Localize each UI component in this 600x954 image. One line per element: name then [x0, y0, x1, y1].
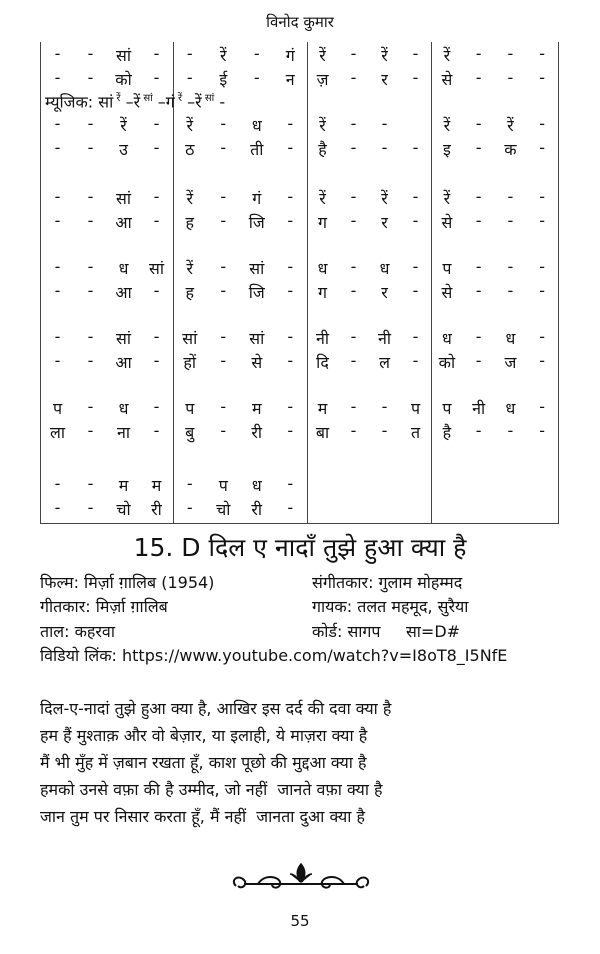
note: - — [54, 187, 61, 206]
note: नी — [472, 399, 486, 418]
syllable: है — [318, 140, 327, 159]
syllable: री — [251, 500, 263, 519]
note: म — [251, 399, 262, 418]
note: सां — [249, 329, 265, 348]
note: - — [54, 114, 61, 133]
syllable: - — [287, 498, 294, 517]
note: - — [381, 114, 388, 133]
note: गं — [285, 46, 295, 65]
syllable: - — [350, 138, 357, 157]
note: ध — [379, 259, 390, 278]
note: ध — [118, 399, 129, 418]
lyricist-info: गीतकार: मिर्ज़ा ग़ालिब — [40, 597, 168, 616]
lyric-line: दिल-ए-नादां तुझे हुआ क्या है, आखिर इस दर्द की दवा क्या है — [40, 699, 392, 718]
syllable: त — [410, 423, 421, 442]
syllable: - — [54, 138, 61, 157]
syllable: - — [87, 138, 94, 157]
syllable: - — [186, 68, 193, 87]
music-note: –गं — [152, 92, 175, 112]
note: - — [287, 114, 294, 133]
syllable: से — [441, 283, 453, 302]
syllable: - — [220, 138, 227, 157]
note: - — [87, 44, 94, 63]
note: रें — [219, 46, 227, 65]
syllable: इ — [442, 140, 451, 159]
note: - — [54, 474, 61, 493]
syllable: है — [442, 423, 452, 442]
note: - — [507, 44, 514, 63]
lyrics-row — [41, 421, 558, 443]
syllable: ग — [317, 283, 327, 302]
syllable: - — [475, 138, 482, 157]
note: रें — [186, 189, 194, 208]
syllable: न — [285, 70, 295, 89]
note: - — [412, 257, 419, 276]
note: - — [253, 44, 260, 63]
syllable: र — [381, 70, 388, 89]
note: - — [350, 397, 357, 416]
page-number: 55 — [290, 912, 310, 930]
note: - — [220, 187, 227, 206]
syllable: - — [220, 421, 227, 440]
note: - — [220, 327, 227, 346]
note: - — [153, 114, 160, 133]
syllable: - — [220, 351, 227, 370]
page-header-author: विनोद कुमार — [266, 13, 334, 31]
ornament-divider-icon — [228, 862, 374, 898]
note: सां — [249, 259, 265, 278]
note: रें — [319, 46, 326, 65]
syllable: - — [507, 68, 514, 87]
lyrics-row — [41, 351, 558, 373]
note: रें — [319, 189, 326, 208]
note: - — [153, 44, 160, 63]
note: - — [220, 397, 227, 416]
syllable: ह — [185, 213, 194, 232]
note: सां — [149, 259, 164, 278]
note: रें — [186, 259, 194, 278]
syllable: ह — [185, 283, 194, 302]
syllable: - — [350, 68, 357, 87]
syllable: - — [539, 211, 546, 230]
music-note: रें — [113, 93, 121, 104]
notes-row — [41, 397, 558, 419]
syllable: को — [438, 353, 456, 372]
note: - — [87, 257, 94, 276]
syllable: - — [253, 68, 260, 87]
note: - — [186, 474, 193, 493]
syllable: उ — [119, 140, 128, 159]
note: - — [381, 397, 388, 416]
syllable: - — [87, 351, 94, 370]
notes-row — [41, 257, 558, 279]
syllable: चो — [116, 500, 131, 519]
syllable: - — [475, 281, 482, 300]
syllable: - — [507, 211, 514, 230]
note: - — [87, 114, 94, 133]
note: - — [87, 187, 94, 206]
syllable: - — [153, 351, 160, 370]
note: - — [153, 187, 160, 206]
note: - — [412, 44, 419, 63]
lyric-line: हमको उनसे वफ़ा की है उम्मीद, जो नहीं जानते वफ़ा क्या है — [40, 780, 383, 799]
lyrics-row — [41, 498, 558, 520]
syllable: - — [475, 421, 482, 440]
note: - — [350, 327, 357, 346]
note: प — [442, 259, 452, 278]
syllable: से — [441, 70, 453, 89]
syllable: - — [412, 281, 419, 300]
syllable: - — [287, 211, 294, 230]
notes-row — [41, 44, 558, 66]
syllable: हों — [183, 353, 197, 372]
lyrics-row — [41, 138, 558, 160]
note: - — [539, 397, 546, 416]
syllable: से — [441, 213, 453, 232]
syllable: र — [381, 283, 388, 302]
note: - — [539, 114, 546, 133]
syllable: ती — [250, 140, 264, 159]
note: - — [220, 257, 227, 276]
syllable: - — [54, 211, 61, 230]
note: - — [54, 44, 61, 63]
syllable: ई — [219, 70, 228, 89]
note: - — [186, 44, 193, 63]
song-title: 15. D दिल ए नादाँ तुझे हुआ क्या है — [133, 533, 467, 562]
syllable: - — [507, 421, 514, 440]
syllable: - — [350, 211, 357, 230]
syllable: र — [381, 213, 388, 232]
syllable: - — [54, 351, 61, 370]
note: रें — [381, 189, 388, 208]
syllable: - — [539, 421, 546, 440]
syllable: जि — [248, 283, 265, 302]
syllable: - — [475, 211, 482, 230]
note: सां — [116, 329, 131, 348]
note: - — [507, 257, 514, 276]
lyrics-row — [41, 211, 558, 233]
syllable: बु — [185, 423, 195, 442]
composer-info: संगीतकार: गुलाम मोहम्मद — [312, 573, 463, 592]
note: प — [410, 399, 421, 418]
syllable: ठ — [185, 140, 195, 159]
syllable: - — [54, 68, 61, 87]
video-link[interactable]: विडियो लिंक: https://www.youtube.com/watch?v=I8oT8_I5NfE — [40, 646, 508, 665]
syllable: - — [350, 281, 357, 300]
syllable: क — [504, 140, 517, 159]
note: - — [54, 257, 61, 276]
syllable: ग — [317, 213, 327, 232]
syllable: - — [412, 351, 419, 370]
syllable: को — [115, 70, 132, 89]
syllable: ल — [379, 353, 390, 372]
note: - — [539, 44, 546, 63]
syllable: - — [153, 138, 160, 157]
lyrics-row — [41, 281, 558, 303]
note: ध — [118, 259, 129, 278]
note: - — [287, 474, 294, 493]
note: प — [442, 399, 452, 418]
note: - — [287, 397, 294, 416]
syllable: - — [412, 211, 419, 230]
note: - — [507, 187, 514, 206]
syllable: - — [507, 281, 514, 300]
film-info: फिल्म: मिर्ज़ा ग़ालिब (1954) — [40, 573, 215, 592]
note: - — [87, 327, 94, 346]
note: म — [118, 476, 129, 495]
note: ध — [317, 259, 328, 278]
syllable: चो — [216, 500, 231, 519]
note: - — [539, 257, 546, 276]
note: ध — [505, 329, 516, 348]
note: रें — [443, 116, 451, 135]
note: - — [153, 327, 160, 346]
syllable: - — [381, 421, 388, 440]
note: - — [412, 327, 419, 346]
music-note: –रें — [120, 92, 141, 112]
syllable: - — [87, 68, 94, 87]
note: - — [475, 114, 482, 133]
syllable: - — [153, 281, 160, 300]
note: - — [350, 187, 357, 206]
syllable: - — [87, 211, 94, 230]
syllable: - — [539, 351, 546, 370]
syllable: - — [381, 138, 388, 157]
syllable: - — [475, 68, 482, 87]
syllable: - — [54, 498, 61, 517]
syllable: - — [475, 351, 482, 370]
syllable: - — [287, 421, 294, 440]
note: ध — [251, 116, 262, 135]
note: नी — [377, 329, 392, 348]
note: - — [475, 327, 482, 346]
note: म — [317, 399, 328, 418]
lyric-line: मैं भी मुँह में ज़बान रखता हूँ, काश पूछो की मुद्दआ क्या है — [40, 753, 367, 772]
syllable: री — [151, 500, 162, 519]
syllable: - — [220, 211, 227, 230]
note: नी — [315, 329, 330, 348]
lyric-line: हम हैं मुश्ताक़ और वो बेज़ार, या इलाही, ये माज़रा क्या है — [40, 726, 368, 745]
note: ध — [441, 329, 452, 348]
notes-row — [41, 474, 558, 496]
note: - — [539, 187, 546, 206]
syllable: - — [412, 138, 419, 157]
note: रें — [381, 46, 388, 65]
syllable: दि — [316, 353, 329, 372]
syllable: - — [287, 138, 294, 157]
notes-row — [41, 114, 558, 136]
note: रें — [443, 189, 451, 208]
syllable: जि — [248, 213, 265, 232]
note: प — [185, 399, 195, 418]
syllable: ज़ — [316, 70, 329, 89]
syllable: आ — [115, 283, 132, 302]
syllable: - — [220, 281, 227, 300]
syllable: आ — [115, 353, 132, 372]
syllable: - — [350, 351, 357, 370]
note: म — [151, 476, 162, 495]
note: - — [475, 257, 482, 276]
syllable: - — [350, 421, 357, 440]
note: - — [350, 44, 357, 63]
syllable: - — [87, 498, 94, 517]
singer-info: गायक: तलत महमूद, सुरैया — [312, 597, 469, 616]
taal-info: ताल: कहरवा — [40, 622, 115, 641]
note: - — [153, 397, 160, 416]
note: - — [87, 397, 94, 416]
syllable: ला — [50, 423, 65, 442]
note: - — [87, 474, 94, 493]
music-note: सां — [140, 93, 153, 104]
syllable: - — [539, 281, 546, 300]
note: प — [218, 476, 228, 495]
note: - — [287, 257, 294, 276]
note: सां — [116, 46, 131, 65]
note: ध — [251, 476, 262, 495]
syllable: - — [287, 351, 294, 370]
syllable: ज — [504, 353, 517, 372]
note: रें — [186, 116, 194, 135]
music-note: म्यूजिक: सां — [45, 92, 114, 112]
note: रें — [443, 46, 451, 65]
note: - — [350, 114, 357, 133]
note: ध — [505, 399, 516, 418]
note: - — [54, 327, 61, 346]
note: सां — [182, 329, 198, 348]
syllable: - — [539, 138, 546, 157]
syllable: - — [153, 211, 160, 230]
chord-info: कोर्ड: सागप सा=D# — [312, 622, 461, 641]
syllable: - — [539, 68, 546, 87]
syllable: - — [287, 281, 294, 300]
music-interlude — [45, 90, 225, 112]
music-note: - — [214, 92, 226, 112]
notation-table — [40, 42, 559, 524]
note: - — [539, 327, 546, 346]
syllable: बा — [315, 423, 330, 442]
note: प — [52, 399, 63, 418]
syllable: - — [153, 68, 160, 87]
lyrics-row — [41, 68, 558, 90]
syllable: ना — [116, 423, 131, 442]
syllable: आ — [115, 213, 132, 232]
music-note: रें — [174, 93, 183, 104]
lyric-line: जान तुम पर निसार करता हूँ, मैं नहीं जानता दुआ क्या है — [40, 807, 366, 826]
note: रें — [319, 116, 326, 135]
syllable: से — [251, 353, 263, 372]
music-note: –रें — [182, 92, 202, 112]
syllable: - — [87, 281, 94, 300]
syllable: - — [186, 498, 193, 517]
note: - — [287, 327, 294, 346]
note: सां — [116, 189, 131, 208]
note: - — [412, 187, 419, 206]
note: रें — [507, 116, 514, 135]
note: रें — [120, 116, 127, 135]
syllable: - — [412, 68, 419, 87]
notes-row — [41, 327, 558, 349]
note: - — [350, 257, 357, 276]
music-note: सां — [201, 93, 215, 104]
note: - — [220, 114, 227, 133]
note: - — [287, 187, 294, 206]
note: गं — [252, 189, 262, 208]
syllable: - — [54, 281, 61, 300]
notes-row — [41, 187, 558, 209]
syllable: - — [153, 421, 160, 440]
syllable: - — [87, 421, 94, 440]
syllable: री — [251, 423, 263, 442]
note: - — [475, 187, 482, 206]
note: - — [475, 44, 482, 63]
